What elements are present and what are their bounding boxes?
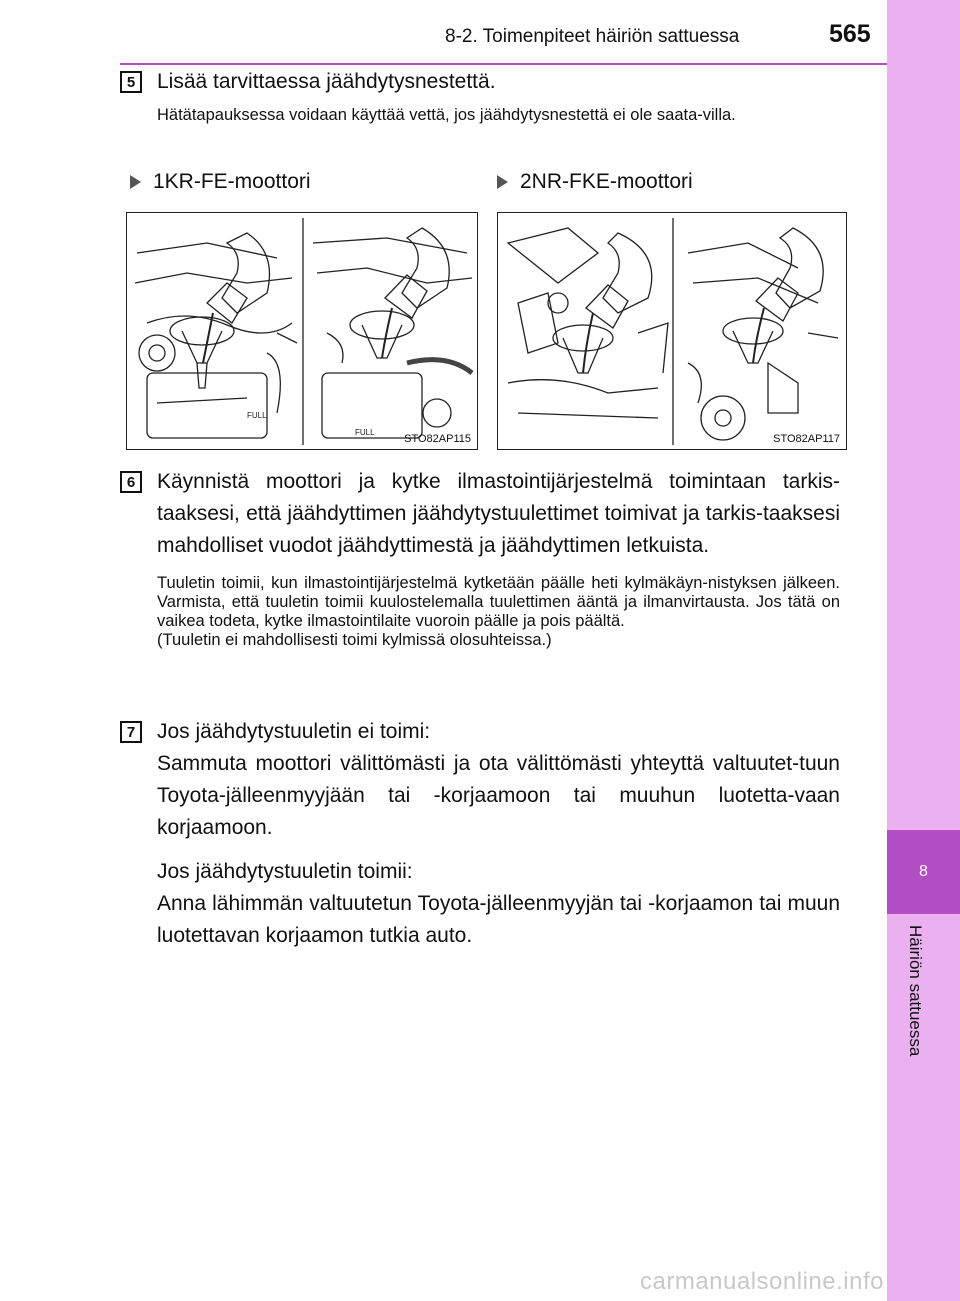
step-7-para1-line1: Jos jäähdytystuuletin ei toimi: [157, 720, 431, 743]
illustration-1kr-coolant [126, 212, 478, 450]
step-5 [157, 66, 840, 125]
arrow-right-icon [130, 175, 141, 189]
illustration-2nr-coolant [497, 212, 847, 450]
svg-text:FULL: FULL [247, 411, 267, 420]
engine-label-1kr: 1KR-FE-moottori [153, 170, 311, 193]
side-tab-strip [887, 0, 960, 1301]
step-badge-5: 5 [120, 71, 142, 93]
header-rule [120, 63, 887, 65]
chapter-number-tab [887, 830, 960, 914]
step-6 [157, 466, 840, 650]
chapter-number: 8 [919, 863, 928, 880]
chapter-label: Häiriön sattuessa [906, 925, 925, 1057]
engine-heading-1kr [130, 170, 311, 194]
section-title: 8-2. Toimenpiteet häiriön sattuessa [445, 26, 740, 47]
illustration-code-1kr: STO82AP115 [404, 433, 471, 445]
step-7-para2-line1: Jos jäähdytystuuletin toimii: [157, 860, 413, 883]
illustration-code-2nr: STO82AP117 [773, 433, 840, 445]
step-7-para1-line2: Sammuta moottori välittömästi ja ota välittömästi yhteyttä valtuutet-tuun Toyota-jälleenmyyjään tai -korjaamoon tai muuhun luotetta-vaan korjaamoon. [157, 752, 840, 839]
step-6-heading: Käynnistä moottori ja kytke ilmastointijärjestelmä toimintaan tarkis-taaksesi, että jäähdyttimen jäähdytystuulettimet toimivat ja tarkis-taaksesi mahdolliset vuodot jäähdyttimestä ja jäähdyttimen letkuista. [157, 470, 840, 557]
step-badge-7: 7 [120, 721, 142, 743]
step-badge-6: 6 [120, 471, 142, 493]
page-number: 565 [829, 20, 871, 48]
watermark: carmanualsonline.info [640, 1268, 884, 1295]
coolant-pour-drawing-1kr [127, 213, 478, 450]
engine-heading-2nr [497, 170, 693, 194]
step-5-heading: Lisää tarvittaessa jäähdytysnestettä. [157, 70, 496, 93]
step-7-para2-line2: Anna lähimmän valtuutetun Toyota-jälleenmyyjän tai -korjaamon tai muun luotettavan korjaamon tutkia auto. [157, 892, 840, 947]
coolant-pour-drawing-2nr [498, 213, 847, 450]
arrow-right-icon [497, 175, 508, 189]
engine-label-2nr: 2NR-FKE-moottori [520, 170, 693, 193]
step-6-note-2: (Tuuletin ei mahdollisesti toimi kylmissä olosuhteissa.) [157, 631, 552, 649]
svg-text:FULL: FULL [355, 428, 375, 437]
step-5-note: Hätätapauksessa voidaan käyttää vettä, jos jäähdytysnestettä ei ole saata-villa. [157, 106, 736, 124]
step-7 [157, 716, 840, 952]
step-6-note: Tuuletin toimii, kun ilmastointijärjestelmä kytketään päälle heti kylmäkäyn-nistyksen jälkeen. Varmista, että tuuletin toimii kuulostelemalla tuulettimen ääntä ja ilmanvirtausta. Jos tätä on vaikea todeta, kytke ilmastointilaite vuoroin päälle ja pois päältä. [157, 574, 840, 630]
